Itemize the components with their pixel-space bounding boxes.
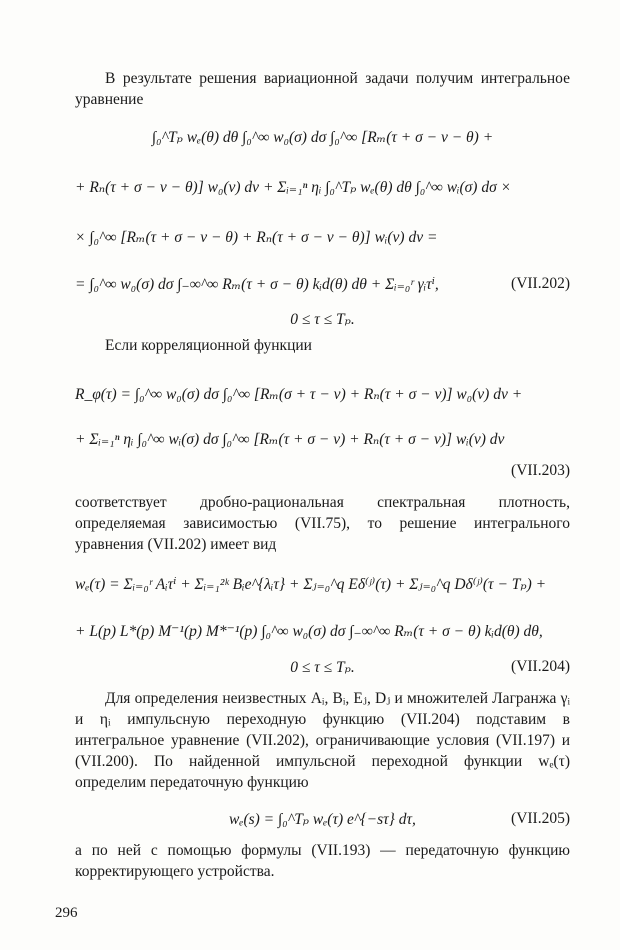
page-number: 296 (55, 905, 78, 921)
correlation-paragraph: Если корреляционной функции (105, 337, 312, 354)
eq202-line2: + Rₙ(τ + σ − ν − θ)] w₀(ν) dν + Σᵢ₌₁ⁿ ηᵢ ∫₀^Tₚ wₑ(θ) dθ ∫₀^∞ wᵢ(σ) dσ × (75, 179, 512, 196)
eq203-line2: + Σᵢ₌₁ⁿ ηᵢ ∫₀^∞ wᵢ(σ) dσ ∫₀^∞ [Rₘ(τ + σ − ν) + Rₙ(τ + σ − ν)] wᵢ(ν) dν (75, 431, 505, 448)
eq204-tag: (VII.204) (511, 658, 570, 675)
eq205-line1: wₑ(s) = ∫₀^Tₚ wₑ(τ) e^{−sτ} dτ, (VII.205) (229, 810, 570, 828)
eq203-tag: (VII.203) (511, 462, 570, 479)
final-paragraph: а по ней с помощью формулы (VII.193) — передаточную функцию корректирующего устройства. (75, 842, 570, 880)
eq204-line3: 0 ≤ τ ≤ Tₚ. (VII.204) (290, 658, 570, 676)
intro-text: В результате решения вариационной задачи получим интегральное уравнение (75, 70, 570, 108)
eq205-tag: (VII.205) (511, 810, 570, 827)
eq203-line1: R_φ(τ) = ∫₀^∞ w₀(σ) dσ ∫₀^∞ [Rₘ(σ + τ − ν) + Rₙ(τ + σ − ν)] w₀(ν) dν + (75, 386, 523, 403)
eq202-tag: (VII.202) (511, 275, 570, 292)
eq202-line1: ∫₀^Tₚ wₑ(θ) dθ ∫₀^∞ w₀(σ) dσ ∫₀^∞ [Rₘ(τ + σ − ν − θ) + (151, 129, 494, 146)
eq204-line1: wₑ(τ) = Σᵢ₌₀ʳ Aᵢτⁱ + Σᵢ₌₁²ᵏ Bᵢe^{λᵢτ} + Σⱼ₌₀^q Eδ⁽ʲ⁾(τ) + Σⱼ₌₀^q Dδ⁽ʲ⁾(τ − Tₚ) + (75, 576, 547, 593)
eq204-line2: + L(p) L*(p) M⁻¹(p) M*⁻¹(p) ∫₀^∞ w₀(σ) dσ ∫₋∞^∞ Rₘ(τ + σ − θ) kᵢd(θ) dθ, (75, 623, 543, 640)
intro-paragraph (75, 68, 570, 110)
eq202-line3: × ∫₀^∞ [Rₘ(τ + σ − ν − θ) + Rₙ(τ + σ − ν − θ)] wᵢ(ν) dν = (75, 229, 438, 246)
lagrange-paragraph: Для определения неизвестных Aᵢ, Bᵢ, Eⱼ, Dⱼ и множителей Лагранжа γᵢ и ηᵢ импульсную переходную функцию (VII.204) подставим в интегральное уравнение (VII.202), ограничивающие условия (VII.197) и (VII.200). По найденной импульсной переходной функции wₑ(τ) определим передаточную функцию (75, 690, 570, 791)
spectral-paragraph: соответствует дробно-рациональная спектральная плотность, определяемая зависимостью (VII.75), то решение интегрального уравнения (VII.202) имеет вид (75, 494, 570, 553)
eq202-line4: = ∫₀^∞ w₀(σ) dσ ∫₋∞^∞ Rₘ(τ + σ − θ) kᵢd(θ) dθ + Σᵢ₌₀ʳ γᵢτⁱ, (VII.202) (75, 275, 570, 293)
eq202-line5: 0 ≤ τ ≤ Tₚ. (290, 311, 355, 328)
